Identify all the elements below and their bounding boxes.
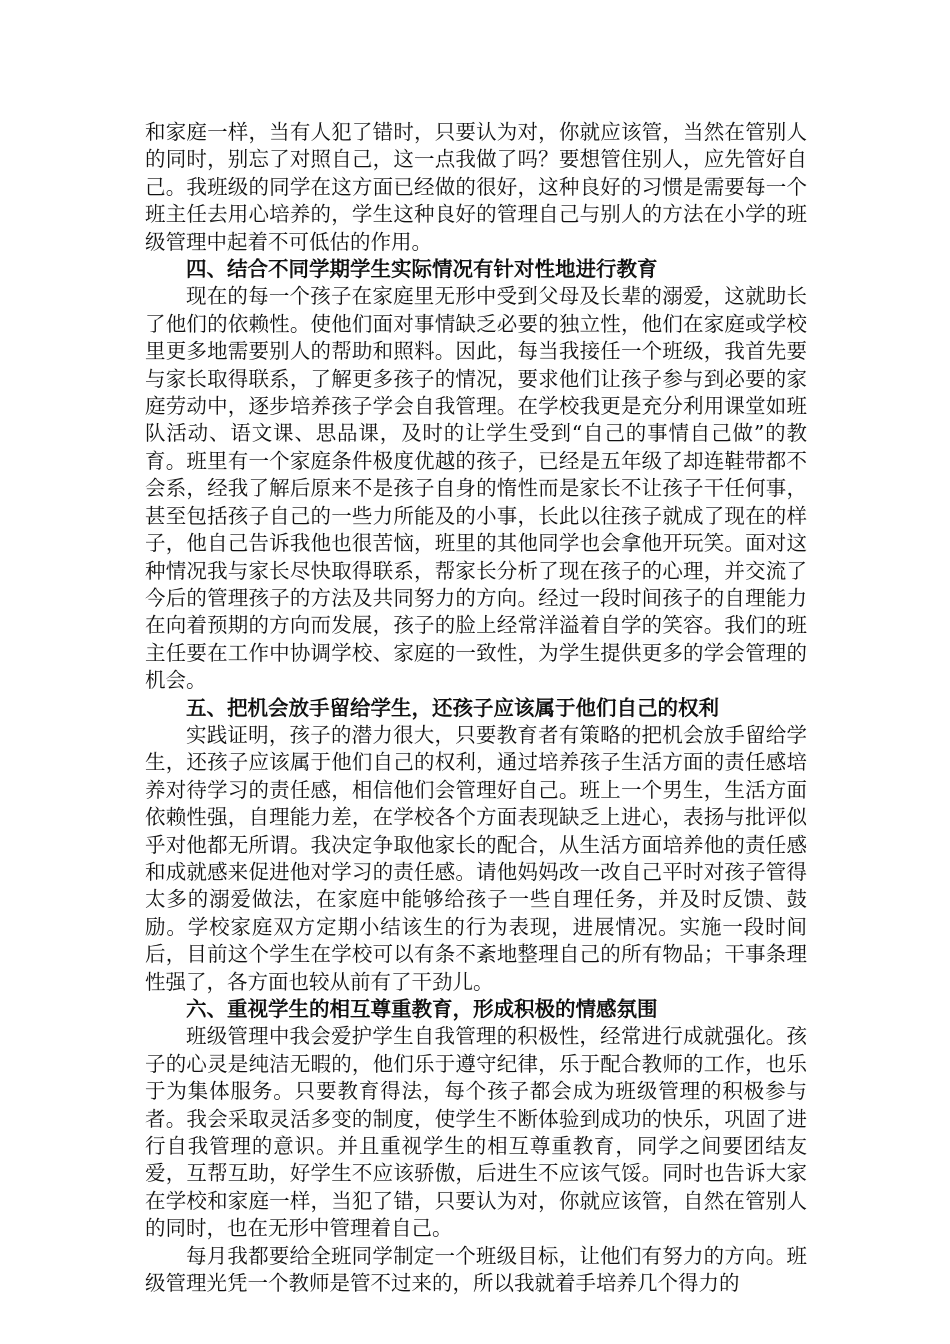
section-6-heading: 六、重视学生的相互尊重教育，形成积极的情感氛围 (186, 997, 658, 1021)
section-4-body: 现在的每一个孩子在家庭里无形中受到父母及长辈的溺爱，这就助长了他们的依赖性。使他们面对事情缺乏必要的独立性，他们在家庭或学校里更多地需要别人的帮助和照料。因此，每当我接任一个班级，我首先要与家长取得联系，了解更多孩子的情况，要求他们让孩子参与到必要的家庭劳动中，逐步培养孩子学会自我管理。在学校我更是充分利用课堂如班队活动、语文课、思品课，及时的让学生受到“自己的事情自己做”的教育。班里有一个家庭条件极度优越的孩子，已经是五年级了却连鞋带都不会系，经我了解后原来不是孩子自身的惰性而是家长不让孩子干任何事，甚至包括孩子自己的一些力所能及的小事，长此以往孩子就成了现在的样子，他自己告诉我他也很苦恼，班里的其他同学也会拿他开玩笑。面对这种情况我与家长尽快取得联系，帮家长分析了现在孩子的心理，并交流了今后的管理孩子的方法及共同努力的方向。经过一段时间孩子的自理能力在向着预期的方向而发展，孩子的脸上经常洋溢着自学的笑容。我们的班主任要在工作中协调学校、家庭的一致性，为学生提供更多的学会管理的机会。 (145, 284, 807, 693)
section-4-heading: 四、结合不同学期学生实际情况有针对性地进行教育 (186, 257, 658, 282)
section-6-body-continued: 每月我都要给全班同学制定一个班级目标，让他们有努力的方向。班级管理光凭一个教师是管不过来的，所以我就着手培养几个得力的 (145, 1243, 807, 1296)
section-5-heading: 五、把机会放手留给学生，还孩子应该属于他们自己的权利 (186, 695, 719, 720)
section-5-body: 实践证明，孩子的潜力很大，只要教育者有策略的把机会放手留给学生，还孩子应该属于他们自己的权利，通过培养孩子生活方面的责任感培养对待学习的责任感，相信他们会管理好自己。班上一个男生，生活方面依赖性强，自理能力差，在学校各个方面表现缺乏上进心，表扬与批评似乎对他都无所谓。我决定争取他家长的配合，从生活方面培养他的责任感和成就感来促进他对学习的责任感。请他妈妈改一改自己平时对孩子管得太多的溺爱做法，在家庭中能够给孩子一些自理任务，并及时反馈、鼓励。学校家庭双方定期小结该生的行为表现，进展情况。实施一段时间后，目前这个学生在学校可以有条不紊地整理自己的所有物品；干事条理性强了，各方面也较从前有了干劲儿。 (145, 722, 807, 994)
section-6-body: 班级管理中我会爱护学生自我管理的积极性，经常进行成就强化。孩子的心灵是纯洁无暇的，他们乐于遵守纪律，乐于配合教师的工作，也乐于为集体服务。只要教育得法，每个孩子都会成为班级管理的积极参与者。我会采取灵活多变的制度，使学生不断体验到成功的快乐，巩固了进行自我管理的意识。并且重视学生的相互尊重教育，同学之间要团结友爱，互帮互助，好学生不应该骄傲，后进生不应该气馁。同时也告诉大家在学校和家庭一样，当犯了错，只要认为对，你就应该管，自然在管别人的同时，也在无形中管理着自己。 (145, 1024, 807, 1241)
document-page (145, 119, 807, 1297)
intro-paragraph: 和家庭一样，当有人犯了错时，只要认为对，你就应该管，当然在管别人的同时，别忘了对照自己，这一点我做了吗？要想管住别人，应先管好自己。我班级的同学在这方面已经做的很好，这种良好的习惯是需要每一个班主任去用心培养的，学生这种良好的管理自己与别人的方法在小学的班级管理中起着不可低估的作用。 (145, 120, 807, 254)
